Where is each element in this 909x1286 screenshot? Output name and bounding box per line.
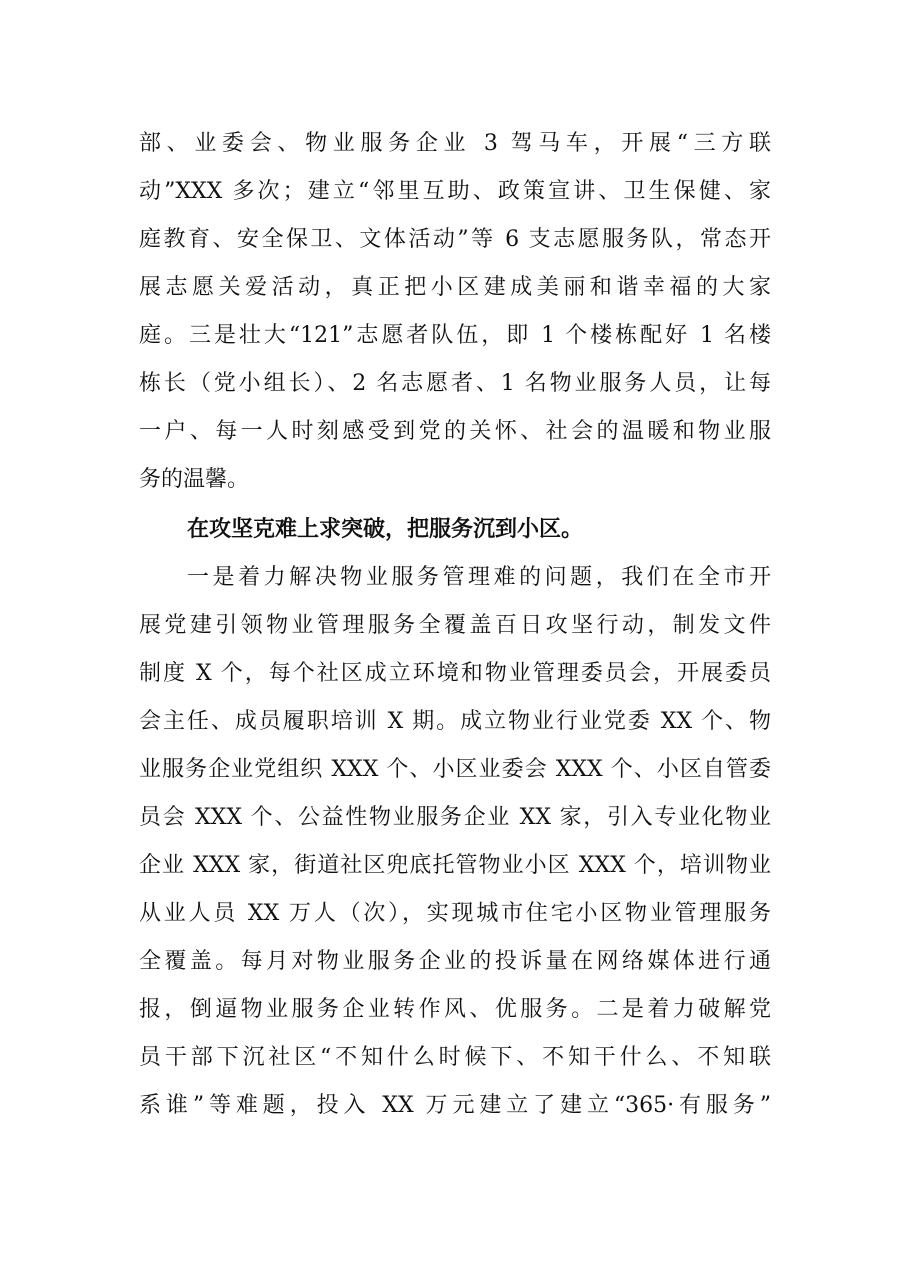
paragraph-line: 制度 X 个，每个社区成立环境和物业管理委员会，开展委员 bbox=[139, 661, 771, 686]
paragraph-line: 庭。三是壮大“121”志愿者队伍，即 1 个楼栋配好 1 名楼 bbox=[139, 323, 771, 348]
paragraph-line: 业服务企业党组织 XXX 个、小区业委会 XXX 个、小区自管委 bbox=[139, 757, 771, 782]
paragraph-line: 系谁”等难题，投入 XX 万元建立了建立“365·有服务” bbox=[139, 1093, 771, 1118]
paragraph-line: 部、业委会、物业服务企业 3 驾马车，开展“三方联 bbox=[139, 131, 771, 156]
paragraph-line: 展党建引领物业管理服务全覆盖百日攻坚行动，制发文件 bbox=[139, 613, 771, 638]
paragraph-line: 企业 XXX 家，街道社区兜底托管物业小区 XXX 个，培训物业 bbox=[139, 853, 771, 878]
paragraph-line: 庭教育、安全保卫、文体活动”等 6 支志愿服务队，常态开 bbox=[139, 227, 771, 252]
paragraph-line: 展志愿关爱活动，真正把小区建成美丽和谐幸福的大家 bbox=[139, 275, 771, 300]
body-text bbox=[139, 120, 771, 1130]
paragraph-line: 报，倒逼物业服务企业转作风、优服务。二是着力破解党 bbox=[139, 997, 771, 1022]
paragraph-line: 务的温馨。 bbox=[139, 467, 250, 492]
paragraph-line: 员干部下沉社区“不知什么时候下、不知干什么、不知联 bbox=[139, 1045, 771, 1070]
paragraph-line: 动”XXX 多次；建立“邻里互助、政策宣讲、卫生保健、家 bbox=[139, 179, 771, 204]
paragraph-line: 一户、每一人时刻感受到党的关怀、社会的温暖和物业服 bbox=[139, 419, 771, 444]
paragraph-line: 一是着力解决物业服务管理难的问题，我们在全市开 bbox=[187, 565, 771, 590]
paragraph-line: 员会 XXX 个、公益性物业服务企业 XX 家，引入专业化物业 bbox=[139, 805, 771, 830]
paragraph-line: 会主任、成员履职培训 X 期。成立物业行业党委 XX 个、物 bbox=[139, 709, 771, 734]
section-heading: 在攻坚克难上求突破，把服务沉到小区。 bbox=[187, 516, 584, 542]
paragraph-line: 全覆盖。每月对物业服务企业的投诉量在网络媒体进行通 bbox=[139, 949, 771, 974]
paragraph-line: 栋长（党小组长）、2 名志愿者、1 名物业服务人员，让每 bbox=[139, 371, 771, 396]
paragraph-line: 从业人员 XX 万人（次），实现城市住宅小区物业管理服务 bbox=[139, 901, 771, 926]
